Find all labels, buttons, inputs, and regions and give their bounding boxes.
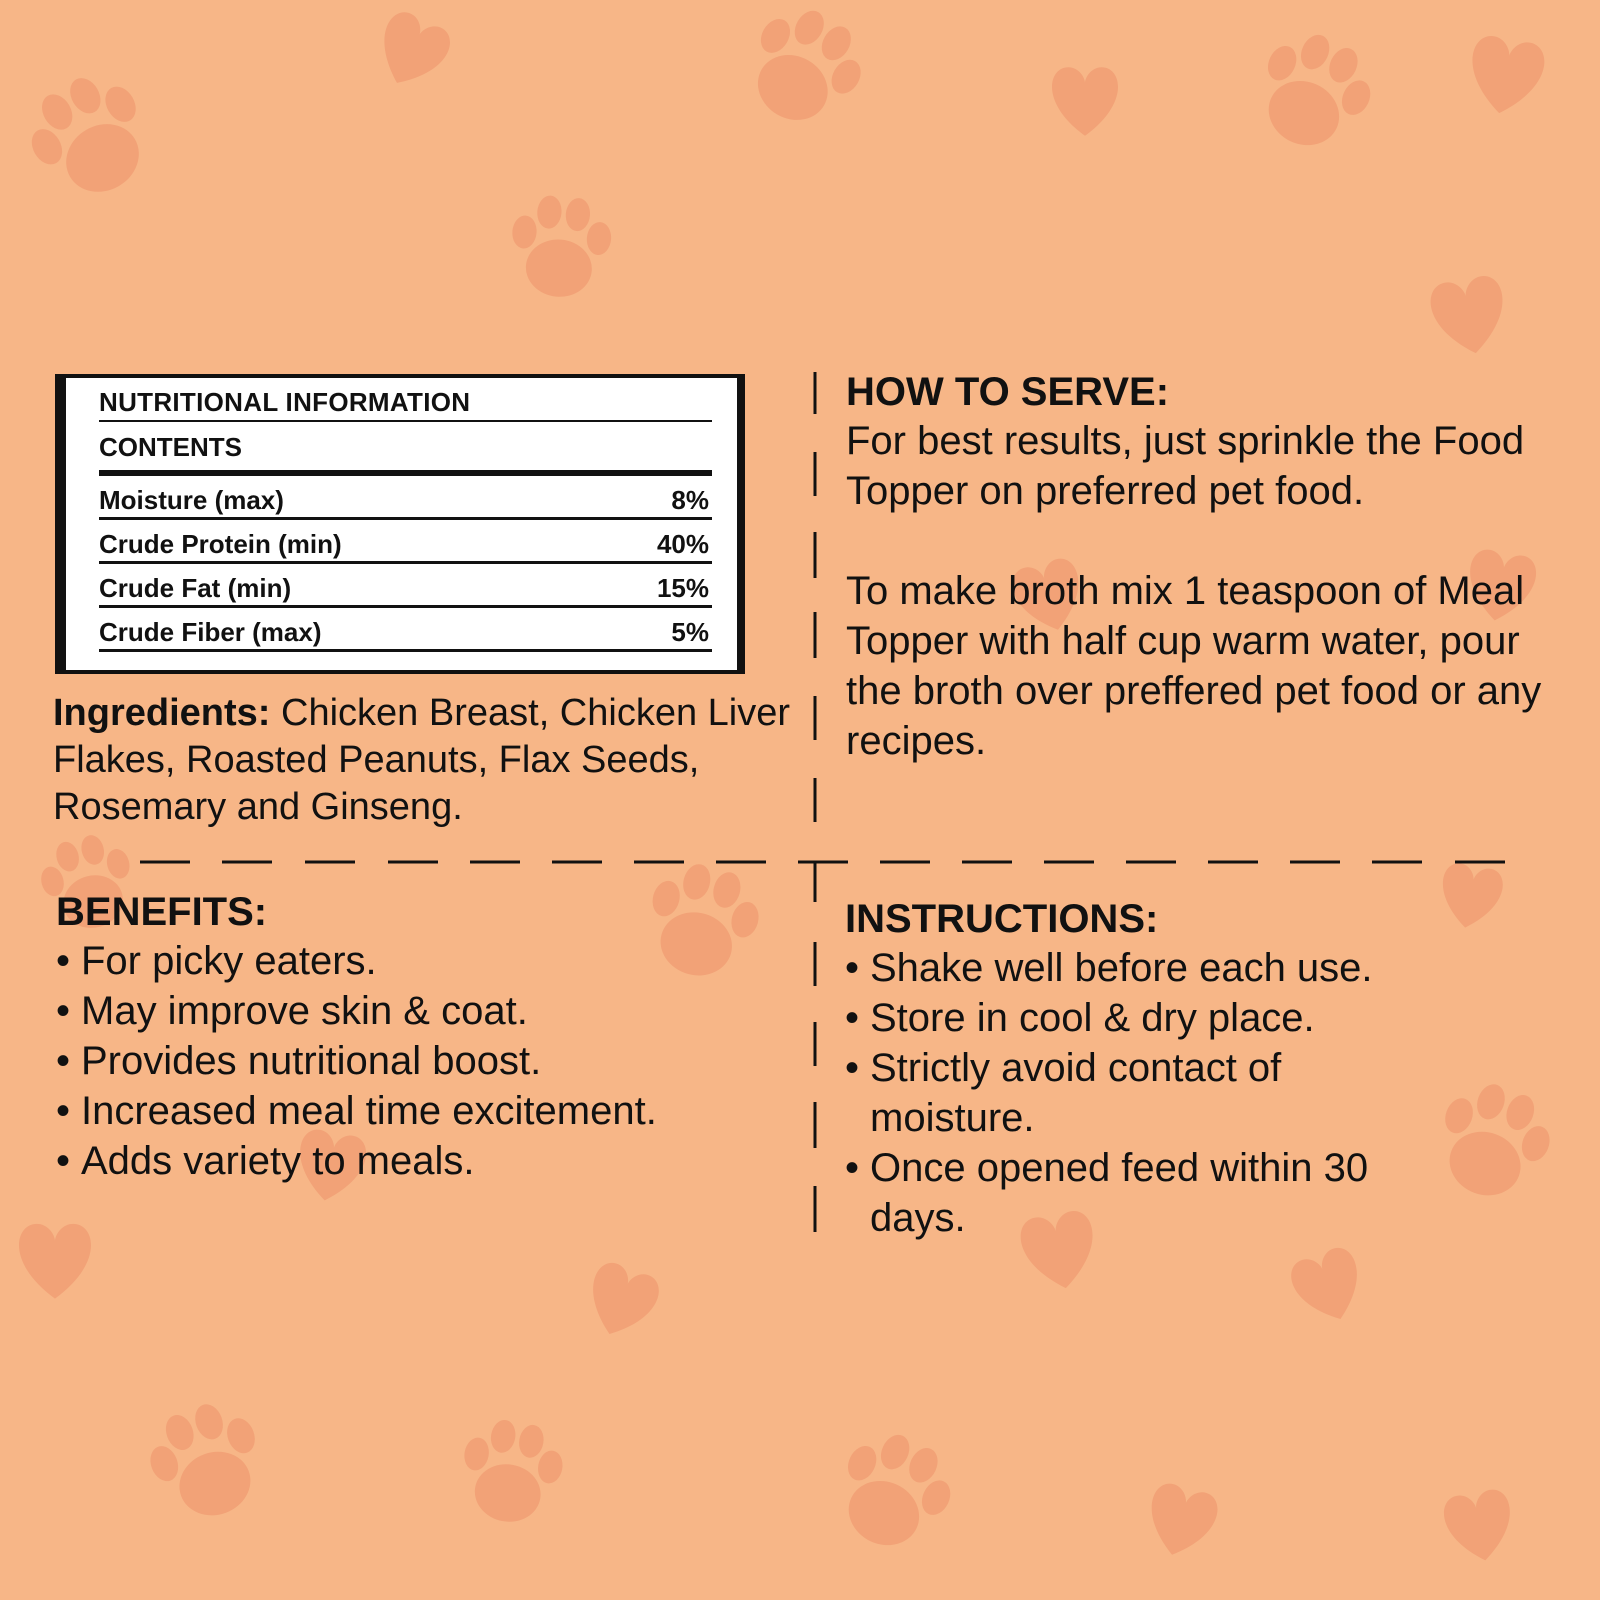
nutrition-label: Crude Protein (min) xyxy=(99,529,342,559)
benefits-section xyxy=(56,888,796,1186)
list-item xyxy=(845,1043,1430,1143)
nutrition-label: Crude Fiber (max) xyxy=(99,617,322,647)
bullet: • xyxy=(56,939,71,983)
how-to-serve-paragraph: For best results, just sprinkle the Food Topper on preferred pet food. xyxy=(846,419,1525,513)
benefits-list xyxy=(56,936,796,1186)
list-item xyxy=(845,943,1565,993)
nutrition-label: Moisture (max) xyxy=(99,485,284,515)
ingredients-text: Chicken Breast, Chicken Liver Flakes, Roasted Peanuts, Flax Seeds, Rosemary and Ginseng. xyxy=(53,692,791,828)
bullet: • xyxy=(845,1146,860,1190)
bullet: • xyxy=(56,1089,71,1133)
bullet: • xyxy=(56,1139,71,1183)
instruction-text: Store in cool & dry place. xyxy=(870,996,1315,1040)
nutrition-title: NUTRITIONAL INFORMATION xyxy=(99,384,712,422)
bullet: • xyxy=(56,1039,71,1083)
nutrition-value: 15% xyxy=(656,573,709,603)
instruction-text: Shake well before each use. xyxy=(870,946,1373,990)
how-to-serve-heading: HOW TO SERVE: xyxy=(846,370,1170,414)
benefit-text: Provides nutritional boost. xyxy=(81,1039,542,1083)
list-item xyxy=(845,1143,1430,1243)
bullet: • xyxy=(56,989,71,1033)
list-item xyxy=(56,1086,796,1136)
list-item xyxy=(845,993,1565,1043)
benefit-text: For picky eaters. xyxy=(81,939,377,983)
nutrition-value: 8% xyxy=(671,485,709,515)
instructions-heading: INSTRUCTIONS: xyxy=(845,897,1159,941)
instructions-section xyxy=(845,895,1565,1243)
nutrition-label: Crude Fat (min) xyxy=(99,573,292,603)
nutrition-row xyxy=(99,476,712,520)
list-item xyxy=(56,986,796,1036)
list-item xyxy=(56,1136,796,1186)
list-item xyxy=(56,936,796,986)
bullet: • xyxy=(845,946,860,990)
ingredients-label: Ingredients: xyxy=(53,692,271,734)
nutrition-row xyxy=(99,608,712,652)
nutrition-table xyxy=(99,384,712,652)
nutrition-value: 5% xyxy=(671,617,709,647)
ingredients-section xyxy=(53,690,793,831)
list-item xyxy=(56,1036,796,1086)
instruction-text: Once opened feed within 30 days. xyxy=(870,1146,1369,1240)
nutrition-value: 40% xyxy=(656,529,709,559)
bullet: • xyxy=(845,1046,860,1090)
nutrition-row xyxy=(99,564,712,608)
instruction-text: Strictly avoid contact of moisture. xyxy=(870,1046,1282,1140)
benefit-text: Increased meal time excitement. xyxy=(81,1089,657,1133)
benefit-text: May improve skin & coat. xyxy=(81,989,528,1033)
instructions-list xyxy=(845,943,1565,1243)
how-to-serve-paragraph: To make broth mix 1 teaspoon of Meal Topper with half cup warm water, pour the broth over preffered pet food or any recipes. xyxy=(846,569,1542,763)
how-to-serve-section xyxy=(846,368,1566,766)
nutrition-panel xyxy=(55,374,745,674)
benefit-text: Adds variety to meals. xyxy=(81,1139,475,1183)
nutrition-subtitle: CONTENTS xyxy=(99,424,712,476)
bullet: • xyxy=(845,996,860,1040)
nutrition-row xyxy=(99,520,712,564)
benefits-heading: BENEFITS: xyxy=(56,890,268,934)
